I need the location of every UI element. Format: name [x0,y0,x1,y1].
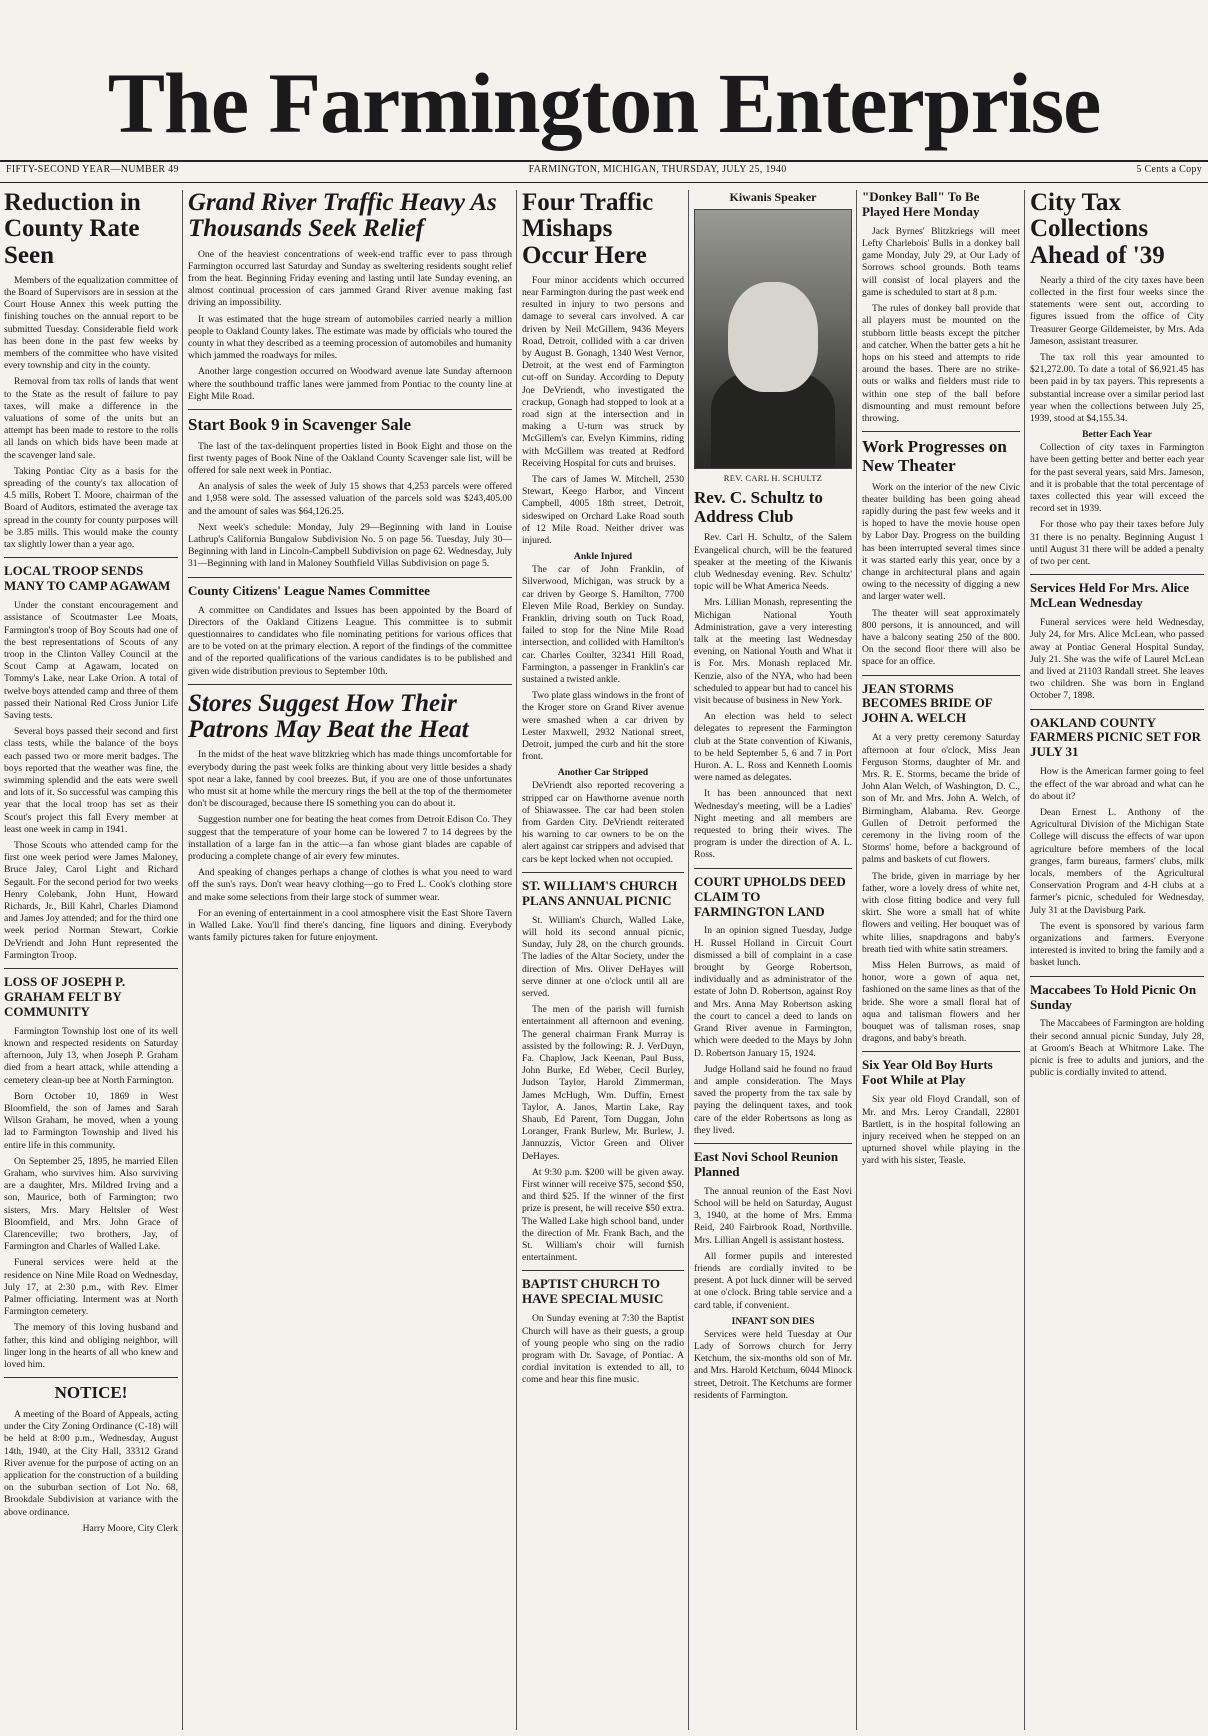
article-text: Judge Holland said he found no fraud and ample consideration. The Mays saved the property from the tax sale by paying the delinquent taxes, and took care of the elder Robertsons as long as they lived. [694,1063,852,1136]
headline-notice: NOTICE! [54,1383,128,1403]
column-5 [862,190,1020,1730]
subhead: INFANT SON DIES [731,1315,815,1327]
column-4 [694,190,852,1730]
photo-caption: REV. CARL H. SCHULTZ [723,473,823,483]
divider [1030,709,1204,710]
divider [188,577,512,578]
headline-traffic-mishaps: Four Traffic Mishaps Occur Here [522,190,654,269]
subhead: Better Each Year [1082,429,1152,441]
headline-boy-hurt: Six Year Old Boy Hurts Foot While at Play [862,1057,993,1088]
article-text: An analysis of sales the week of July 15 shows that 4,253 parcels were offered and 1,958 were sold. The assessed valuation of the parcels sold was $243,405.00 and the amount of sales was $64,126.25. [188,481,512,517]
divider [4,557,178,558]
article-text: Several boys passed their second and first class tests, while the balance of the boys each passed two or more merit badges. The boys reported that the weather was fine, the swimming splendid and the eats were swell and lots of it. So successful was camping this year that the local troop has set as their Scout's project this fall Every member at least one week in camp in 1941. [4,726,178,835]
article-text: Six year old Floyd Crandall, son of Mr. and Mrs. Leroy Crandall, 22801 Bartlett, is in the hospital following an injury received when he stepped on an upturned shovel while playing in the yard with his sister, Teasle. [862,1094,1020,1167]
headline-theater: Work Progresses on New Theater [862,437,1007,475]
article-text: The last of the tax-delinquent properties listed in Book Eight and those on the first twenty pages of Book Nine of the Oakland County Scavenger sale list, will be offered for sale next week in Pontiac. [188,440,512,477]
headline-schultz: Rev. C. Schultz to Address Club [694,488,823,526]
article-text: The memory of this loving husband and father, this kind and obliging neighbor, will linger long in the hearts of all who knew and loved him. [4,1322,178,1371]
headline-court: COURT UPHOLDS DEED CLAIM TO FARMINGTON LAND [694,873,846,919]
article-text: Services were held Tuesday at Our Lady of Sorrows church for Jerry Ketchum, the six-months old son of Mr. and Mrs. Harold Ketchum, 6044 Minock street, Detroit. The Ketchums are former residents of Farmington. [694,1328,852,1401]
article-text: At 9:30 p.m. $200 will be given away. First winner will receive $75, second $50, and third $25. If the winner of the first prize is present, he will receive $50 extra. The Walled Lake high school band, under the direction of Mr. Frank Bach, and the St. William's choir will furnish entertainment. [522,1166,684,1264]
article-text: For those who pay their taxes before July 31 there is no penalty. Beginning August 1 until August 31 there will be added a penalty of two per cent. [1030,519,1204,568]
article-text: Four minor accidents which occurred near Farmington during the past week end resulted in injury to two persons and damage to several cars involved. A car driven by Neil McGillem, 9436 Meyers Road, Detroit, collided with a car driven by August B. Gonagh, 1340 West Vernor, Detroit, at the west end of Farmington cut-off on Sunday. According to Deputy Joe DeVriendt, who investigated the crackup, Gonagh had stopped to look at a road sign at the intersection and in making a U-turn was struck by McGillem's car. Evelyn Kimmins, riding with McGillem was treated at Redford Receiving Hospital for cuts and bruises. [522,274,684,469]
article-text: DeVriendt also reported recovering a stripped car on Hawthorne avenue north of Shiawassee. The car had been stolen from Garden City. DeVriendt reiterated his warning to car owners to be on the alert against car strippers and advised that cars be kept locked when not occupied. [522,780,684,865]
article-text: Mrs. Lillian Monash, representing the Michigan National Youth Administration, gave a very interesting talk at the meeting last Wednesday evening, on National Youth and What it is For. Mrs. Monash replaced Mr. Kenzie, also of the NYA, who had been scheduled to appear but had to cancel his visit because of business in New York. [694,597,852,707]
article-text: It was estimated that the huge stream of automobiles carried nearly a million people to Oakland County lakes. The estimate was made by officials who toured the county in what they described as a teeming procession of automobiles and humanity which jammed the roadways for miles. [188,313,512,362]
headline-farmers-picnic: OAKLAND COUNTY FARMERS PICNIC SET FOR JULY 31 [1030,714,1202,760]
article-text: Another large congestion occurred on Woodward avenue late Sunday afternoon where the southbound traffic lanes were jammed from Pontiac to the county line at Eight Mile Road. [188,366,512,402]
column-rule [516,190,517,1730]
article-text: A meeting of the Board of Appeals, acting under the City Zoning Ordinance (C-18) will be held at 8:00 p.m., Wednesday, August 14th, 1940, at the City Hall, 33312 Grand River avenue for the purpose of acting on an application for the construction of a building on the suburban section of Lot No. 68, Brookdale Subdivision at variance with the above ordinance. [4,1408,178,1518]
divider [1030,976,1204,977]
article-text: The rules of donkey ball provide that all players must be mounted on the stubborn little beasts except the pitcher and catcher. When the batter gets a hit he hops on his steed and attempts to ride around the bases. There are no strike-outs or walks and fielders must ride to within one step of the ball before dismounting and must remount before throwing. [862,303,1020,424]
headline-reduction: Reduction in County Rate Seen [4,190,141,269]
masthead-rule [0,160,1208,162]
column-1 [4,190,178,1730]
photo-kicker: Kiwanis Speaker [729,190,817,204]
dateline [0,164,1208,180]
divider [4,968,178,969]
article-text: Miss Helen Burrows, as maid of honor, wore a gown of aqua net, fashioned on the same lines as that of the bride. She wore a small floral hat of aqua and talisman flowers and her bouquet was of talisman roses, snap dragons, and baby's breath. [862,960,1020,1045]
article-text: It has been announced that next Wednesday's meeting, will be a Ladies' Night meeting and all members are requested to bring their wives. The program is under the direction of A. L. Ross. [694,788,852,861]
article-text: Collection of city taxes in Farmington have been getting better and better each year for the past several years, said Mrs. Jameson, and it is probable that the total percentage of taxes collected this year will exceed the record set in 1939. [1030,442,1204,515]
article-text: The cars of James W. Mitchell, 2530 Stewart, Keego Harbor, and Vincent Campbell, 4005 18th street, Detroit, sideswiped on Orchard Lake Road south of 12 Mile Road. Neither driver was injured. [522,474,684,547]
article-text: Dean Ernest L. Anthony of the Agricultural Division of the Michigan State College will discuss the effects of war upon agriculture before members of the local granges, farm bureaus, farmers' clubs, milk locals, members of the Agricultural Conservation Program and 4-H clubs at a farmer's picnic, scheduled for Wednesday, July 31 at the Davisburg Park. [1030,806,1204,916]
article-text: Jack Byrnes' Blitzkriegs will meet Lefty Charlebois' Bulls in a donkey ball game Monday, July 29, at Our Lady of Sorrows school grounds. Both teams will consist of local players and the game is scheduled to start at 8 p.m. [862,225,1020,298]
article-text: How is the American farmer going to feel the effect of the war abroad and what can he do about it? [1030,766,1204,802]
divider [862,675,1020,676]
dateline-volume: FIFTY-SECOND YEAR—NUMBER 49 [6,164,179,175]
divider [862,1051,1020,1052]
divider [862,431,1020,432]
divider [1030,574,1204,575]
article-text: Those Scouts who attended camp for the first one week period were James Maloney, Bruce Jaley, Carol Light and Richard Segault. For the second period for two weeks Henry Colebank, John Hunt, Howard Richards, Jr., Bill Kahrl, Charles Diamond and James Joy attended; and for the third one week period Norman Stewart, Corkie DeVriendt and John Hunt represented the Farmington Troop. [4,839,178,961]
column-2 [188,190,512,1730]
article-text: St. William's Church, Walled Lake, will hold its second annual picnic, Sunday, July 28, on the church grounds. The ladies of the Altar Society, under the direction of Mrs. Oliver DeHayes will serve dinner at one o'clock until all are served. [522,914,684,999]
subhead: Another Car Stripped [557,767,649,779]
article-text: Taking Pontiac City as a basis for the spreading of the county's tax allocation of 4.5 mills, Robert T. Moore, chairman of the Board of Auditors, estimated the average tax spread in the county for county purposes will be 3.85 mills. This would make the county tax slightly lower than a year ago. [4,465,178,551]
article-text: Farmington Township lost one of its well known and respected residents on Saturday afternoon, July 13, when Joseph P. Graham died from a heart attack, while attending a cemetery clean-up bee at North Farmington. [4,1025,178,1086]
article-text: The men of the parish will furnish entertainment all afternoon and evening. The general chairman Frank Murray is assisted by the following: R. J. VerDuyn, Fa. Chaplow, Jack Keenan, Paul Buss, John Burke, Ed Weber, Cecil Burley, Judson Taylor, Harold Zimmerman, James McHugh, Wm. Duffin, Ernest Taylor, A. Janos, Martin Lake, Ray Shaub, Ed Parent, Tom Duggan, John Loranger, Frank Burlew, Mr. Burlew, J. Jannuzzis, Victor Green and Oliver DeHayes. [522,1004,684,1162]
headline-troop: LOCAL TROOP SENDS MANY TO CAMP AGAWAM [4,563,171,594]
headline-jean-storms: JEAN STORMS BECOMES BRIDE OF JOHN A. WELCH [862,680,993,726]
dateline-price: 5 Cents a Copy [1136,164,1202,175]
headline-grand-river: Grand River Traffic Heavy As Thousands Seek Relief [188,190,497,243]
divider [4,1377,178,1378]
article-text: The tax roll this year amounted to $21,272.00. To date a total of $6,921.45 has been paid in by tax payers. This represents a substantial increase over a similar period last year when the collections between July 25, 1939, stood at $4,155.34. [1030,351,1204,424]
article-text: Rev. Carl H. Schultz, of the Salem Evangelical church, will be the featured speaker at the meeting of the Kiwanis club Wednesday evening. Rev. Schultz' topic will be What America Needs. [694,532,852,593]
headline-maccabees: Maccabees To Hold Picnic On Sunday [1030,981,1197,1012]
subhead: Ankle Injured [573,551,633,563]
article-text: Funeral services were held at the residence on Nine Mile Road on Wednesday, July 17, at 2:30 p.m., with Rev. Elmer Palmer officiating. Interment was at North Farmington cemetery. [4,1257,178,1318]
article-text: The bride, given in marriage by her father, wore a lovely dress of white net, with close fitting bodice and very full skirt. She wore a small hat of white flowers and veiling. Her bouquet was of white lilies, snapdragons and baby's breath tied with white satin streamers. [862,870,1020,955]
article-text: Funeral services were held Wednesday, July 24, for Mrs. Alice McLean, who passed away at Pontiac General Hospital Sunday, July 21. She was the wife of Laurel McLean and lived at 21103 Randall street. She leaves two children. She was born in England October 7, 1898. [1030,617,1204,702]
article-text: The annual reunion of the East Novi School will be held on Saturday, August 3, 1940, at the home of Mrs. Emma Reid, 240 Fairbrook Road, Northville. Mrs. Lillian Angell is assistant hostess. [694,1185,852,1246]
headline-city-tax: City Tax Collections Ahead of '39 [1030,190,1165,269]
headline-citizens-league: County Citizens' League Names Committee [188,582,430,598]
headline-mclean: Services Held For Mrs. Alice McLean Wednesday [1030,580,1189,611]
article-text: Under the constant encouragement and assistance of Scoutmaster Lee Moats, Farmington's troop of Boy Scouts had one of the best representations of Scouts of any troop in the Clinton Valley Council at the Scout Camp at Agawam, located on Tommy's Lake, near Lake Orion. A total of twelve boys attended camp and three of them passed their National Red Cross Junior Life Saving tests. [4,600,178,721]
dateline-date: FARMINGTON, MICHIGAN, THURSDAY, JULY 25, 1940 [528,164,787,175]
article-text: For an evening of entertainment in a cool atmosphere visit the East Shore Tavern in Walled Lake. You'll find there's dancing, fine liquors and dining. Everybody wants family pictures taken for future enjoyment. [188,907,512,944]
article-text: Next week's schedule: Monday, July 29—Beginning with land in Louise Lathrup's California Bungalow Subdivision No. 5 on page 56. Tuesday, July 30—Beginning with land in Lincoln-Campbell Subdivision on page 62. Wednesday, July 31—Beginning with land in Maloney Southfield Villas Subdivision on page 5. [188,521,512,570]
article-text: An election was held to select delegates to represent the Farmington club at the State convention of Kiwanis, to be held September 5, 6 and 7 in Port Huron. A. L. Ross and Kenneth Loomis were named as delegates. [694,711,852,784]
headline-stores: Stores Suggest How Their Patrons May Beat the Heat [188,689,469,744]
portrait-head [728,282,818,392]
column-6 [1030,190,1204,1730]
article-text: In the midst of the heat wave blitzkrieg which has made things uncomfortable for everybody during the past week folks are thinking about very little besides a shady spot near a lake, fanned by cool breezes. But, if you are one of those unfortunates who must sit at home while the mercury rings the bell at the top of the thermometer don't be discouraged, because there IS something you can do about it. [188,749,512,810]
article-text: Removal from tax rolls of lands that went to the State as the result of failure to pay taxes, will make a difference in the valuations of some of the units but an attempt has been made to restore to the rolls all lands on which bids have been made at the scavenger land sale. [4,376,178,461]
article-text: At a very pretty ceremony Saturday afternoon at four o'clock, Miss Jean Ferguson Storms, daughter of Mr. and Mrs. R. E. Storms, became the bride of John Alan Welch, of Washington, D. C., son of Mr. and Mrs. John A. Welch, of Birmingham, Alabama. Rev. George Gullen of Detroit performed the ceremony in the living room of the Storms' home, before a background of palms and baskets of cut flowers. [862,732,1020,866]
column-rule [688,190,689,1730]
headline-scavenger: Start Book 9 in Scavenger Sale [188,414,412,434]
headline-graham: LOSS OF JOSEPH P. GRAHAM FELT BY COMMUNITY [4,973,126,1019]
article-text: All former pupils and interested friends are cordially invited to be present. A pot luck dinner will be served at one o'clock. Bring table service and a card table, if convenient. [694,1250,852,1311]
masthead-title: The Farmington Enterprise [107,55,1101,151]
article-text: Members of the equalization committee of the Board of Supervisors are in session at the Court House Annex this week putting the finishing touches on the annual report to be submitted Tuesday. Considerable field work has been done in the past few weeks by members of the committee who have visited every township and city in the county. [4,274,178,372]
portrait-photo [694,209,852,469]
headline-east-novi: East Novi School Reunion Planned [694,1148,839,1179]
article-text: On September 25, 1895, he married Ellen Graham, who survives him. Also surviving are a daughter, Mrs. Mildred Irving and a son, Maurice, both of Farmington; two sisters, Mrs. Mary Heltsler of West Bloomfield, and Mrs. John Grace of Clarenceville; two brothers, Jay, of Farmington and Charles of Walled Lake. [4,1155,178,1253]
article-text: The event is sponsored by various farm organizations and farmers. Everyone interested is invited to bring the family and a basket lunch. [1030,920,1204,969]
column-rule [182,190,183,1730]
dateline-rule [0,182,1208,183]
headline-donkey-ball: "Donkey Ball" To Be Played Here Monday [862,190,980,219]
column-3 [522,190,684,1730]
headline-st-williams: ST. WILLIAM'S CHURCH PLANS ANNUAL PICNIC [522,877,678,908]
article-text: The Maccabees of Farmington are holding their second annual picnic Sunday, July 28, at Groom's Beach at Whitmore Lake. The picnic is free to adults and juniors, and the public is cordially invited to attend. [1030,1018,1204,1079]
article-text: The car of John Franklin, of Silverwood, Michigan, was struck by a car driven by George S. Hamilton, 7700 Eleven Mile Road, Berkley on Sunday. Franklin, driving south on Tuck Road, failed to stop for the Nine Mile Road intersection, and collided with Hamilton's car. Charles Coulter, 32341 Hill Road, Farmington, a passenger in Franklin's car sustained a twisted ankle. [522,564,684,686]
article-text: Born October 10, 1869 in West Bloomfield, the son of James and Sarah Wilson Graham, he moved, when a young lad to Farmington Township and lived his entire life in this community. [4,1090,178,1151]
article-text: A committee on Candidates and Issues has been appointed by the Board of Directors of the Oakland Citizens League. This committee is to submit questionnaires to candidates who file nominating petitions for various offices that are to be voted on at the primary election. A report of the findings of the committee and of the reported qualifications of the various candidates is to be published and given wide distribution previous to September 10th. [188,604,512,677]
notice-signature: Harry Moore, City Clerk [82,1522,178,1534]
article-text: Nearly a third of the city taxes have been collected in the first four weeks since the statements were sent out, according to figures issued from the office of City Treasurer George Gildemeister, by Mrs. Ada Jameson, assistant treasurer. [1030,274,1204,347]
divider [522,872,684,873]
divider [694,1143,852,1144]
article-text: And speaking of changes perhaps a change of clothes is what you need to ward off the sun's rays. Don't wear heavy clothing—go to Fred L. Cook's clothing store and make some selections from their large stock of summer wear. [188,867,512,903]
divider [522,1270,684,1271]
article-text: Two plate glass windows in the front of the Kroger store on Grand River avenue were smashed when a car driven by Lester Maxwell, 2932 National street, Detroit, jumped the curb and hit the store front. [522,690,684,763]
headline-baptist: BAPTIST CHURCH TO HAVE SPECIAL MUSIC [522,1276,664,1307]
article-text: In an opinion signed Tuesday, Judge H. Russel Holland in Circuit Court dismissed a bill of complaint in a case brought by George Robertson, individually and as administrator of the estate of John D. Robertson, against Roy and Mrs. Anna May Robertson asking the court to cancel a deed to lands on Grand River avenue in Farmington, which were deeded to the Mays by John D. Robertson January 15, 1924. [694,925,852,1059]
divider [694,868,852,869]
article-text: The theater will seat approximately 800 persons, it is announced, and will have a balcony seating 250 of the 800. On the second floor there will also be space for an office. [862,607,1020,668]
article-text: Work on the interior of the new Civic theater building has been going ahead rapidly during the past few weeks and it is hoped to have the movie house open by Labor Day. Progress on the building has been interrupted several times since it was started early this year, once by a change in architectural plans and again owing to the necessity of digging a new and larger water well. [862,481,1020,603]
article-text: One of the heaviest concentrations of week-end traffic ever to pass through Farmington occurred last Saturday and Sunday as sweltering residents sought relief from the heat. Beginning Friday evening and lasting until late Sunday evening, an almost continual procession of cars jammed Grand River avenue making fast driving an impossibility. [188,248,512,309]
column-rule [856,190,857,1730]
article-text: Suggestion number one for beating the heat comes from Detroit Edison Co. They suggest that the temperature of your home can be lowered 7 to 14 degrees by the installation of a large fan in the attic—a fan whose giant blades are capable of producing a complete change of air every few minutes. [188,814,512,862]
divider [188,409,512,410]
article-text: On Sunday evening at 7:30 the Baptist Church will have as their guests, a group of young people who sing on the radio program with Dr. Savage, of Pontiac. A cordial invitation is extended to all, to come and hear this fine music. [522,1313,684,1386]
divider [188,684,512,685]
column-rule [1024,190,1025,1730]
